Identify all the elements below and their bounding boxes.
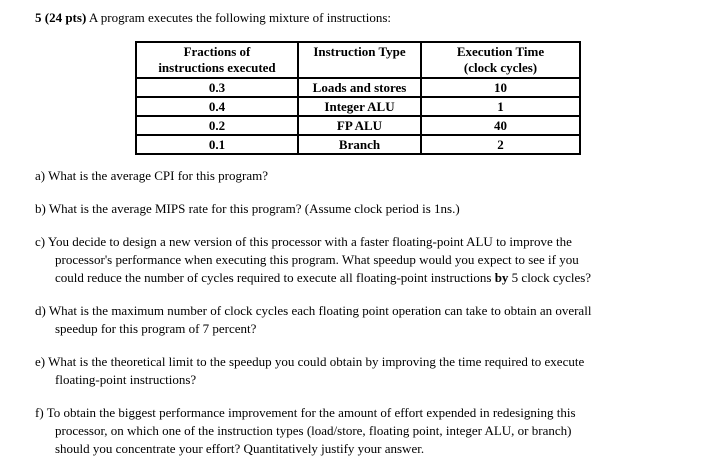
instruction-mix-table bbox=[135, 41, 581, 155]
header-execution-time: Execution Time (clock cycles) bbox=[421, 42, 580, 78]
question-text: What is the theoretical limit to the speedup you could obtain by improving the time required to execute bbox=[48, 354, 585, 369]
table-row bbox=[136, 135, 580, 154]
table-row bbox=[136, 97, 580, 116]
bold-emphasis: by bbox=[494, 270, 509, 285]
fraction-cell: 0.4 bbox=[136, 97, 298, 116]
fraction-cell: 0.3 bbox=[136, 78, 298, 97]
question-label: e) bbox=[35, 354, 46, 369]
question-text: You decide to design a new version of this processor with a faster floating-point ALU to improve the bbox=[47, 234, 572, 249]
question-label: c) bbox=[35, 234, 46, 249]
question-b bbox=[35, 200, 698, 218]
question-line: floating-point instructions? bbox=[55, 372, 197, 387]
header-fractions: Fractions of instructions executed bbox=[136, 42, 298, 78]
question-text: 5 clock cycles? bbox=[508, 270, 592, 285]
cycles-cell: 1 bbox=[421, 97, 580, 116]
question-text: What is the average MIPS rate for this program? (Assume clock period is 1ns.) bbox=[48, 201, 460, 216]
question-line: processor's performance when executing this program. What speedup would you expect to see if you bbox=[55, 252, 579, 267]
question-f bbox=[35, 404, 698, 458]
type-cell: Branch bbox=[298, 135, 421, 154]
fraction-cell: 0.1 bbox=[136, 135, 298, 154]
question-line bbox=[35, 404, 698, 422]
question-label: f) bbox=[35, 405, 44, 420]
question-a bbox=[35, 167, 698, 185]
header-instruction-type: Instruction Type bbox=[298, 42, 421, 78]
question-label: a) bbox=[35, 168, 46, 183]
question-text: could reduce the number of cycles required to execute all floating-point instructions bbox=[55, 270, 495, 285]
problem-title-text: A program executes the following mixture of instructions: bbox=[86, 10, 392, 25]
question-text: What is the maximum number of clock cycles each floating point operation can take to obtain an overall bbox=[48, 303, 592, 318]
question-line bbox=[35, 233, 698, 251]
question-line bbox=[35, 167, 698, 185]
question-line bbox=[35, 200, 698, 218]
cycles-cell: 40 bbox=[421, 116, 580, 135]
cycles-cell: 10 bbox=[421, 78, 580, 97]
type-cell: FP ALU bbox=[298, 116, 421, 135]
problem-title bbox=[35, 9, 698, 27]
question-text: To obtain the biggest performance improvement for the amount of effort expended in redesigning this bbox=[46, 405, 576, 420]
problem-number: 5 (24 pts) bbox=[35, 10, 87, 25]
table-header-row bbox=[136, 42, 580, 78]
table-row bbox=[136, 78, 580, 97]
fraction-cell: 0.2 bbox=[136, 116, 298, 135]
table-row bbox=[136, 116, 580, 135]
question-line bbox=[55, 269, 698, 287]
question-c bbox=[35, 233, 698, 287]
question-e bbox=[35, 353, 698, 389]
question-label: d) bbox=[35, 303, 46, 318]
question-line: should you concentrate your effort? Quantitatively justify your answer. bbox=[55, 441, 425, 456]
cycles-cell: 2 bbox=[421, 135, 580, 154]
question-line: processor, on which one of the instruction types (load/store, floating point, integer ALU, or branch) bbox=[55, 423, 572, 438]
question-line bbox=[35, 302, 698, 320]
question-d bbox=[35, 302, 698, 338]
question-line bbox=[35, 353, 698, 371]
question-line: speedup for this program of 7 percent? bbox=[55, 321, 257, 336]
type-cell: Loads and stores bbox=[298, 78, 421, 97]
question-label: b) bbox=[35, 201, 46, 216]
question-text: What is the average CPI for this program? bbox=[48, 168, 268, 183]
type-cell: Integer ALU bbox=[298, 97, 421, 116]
